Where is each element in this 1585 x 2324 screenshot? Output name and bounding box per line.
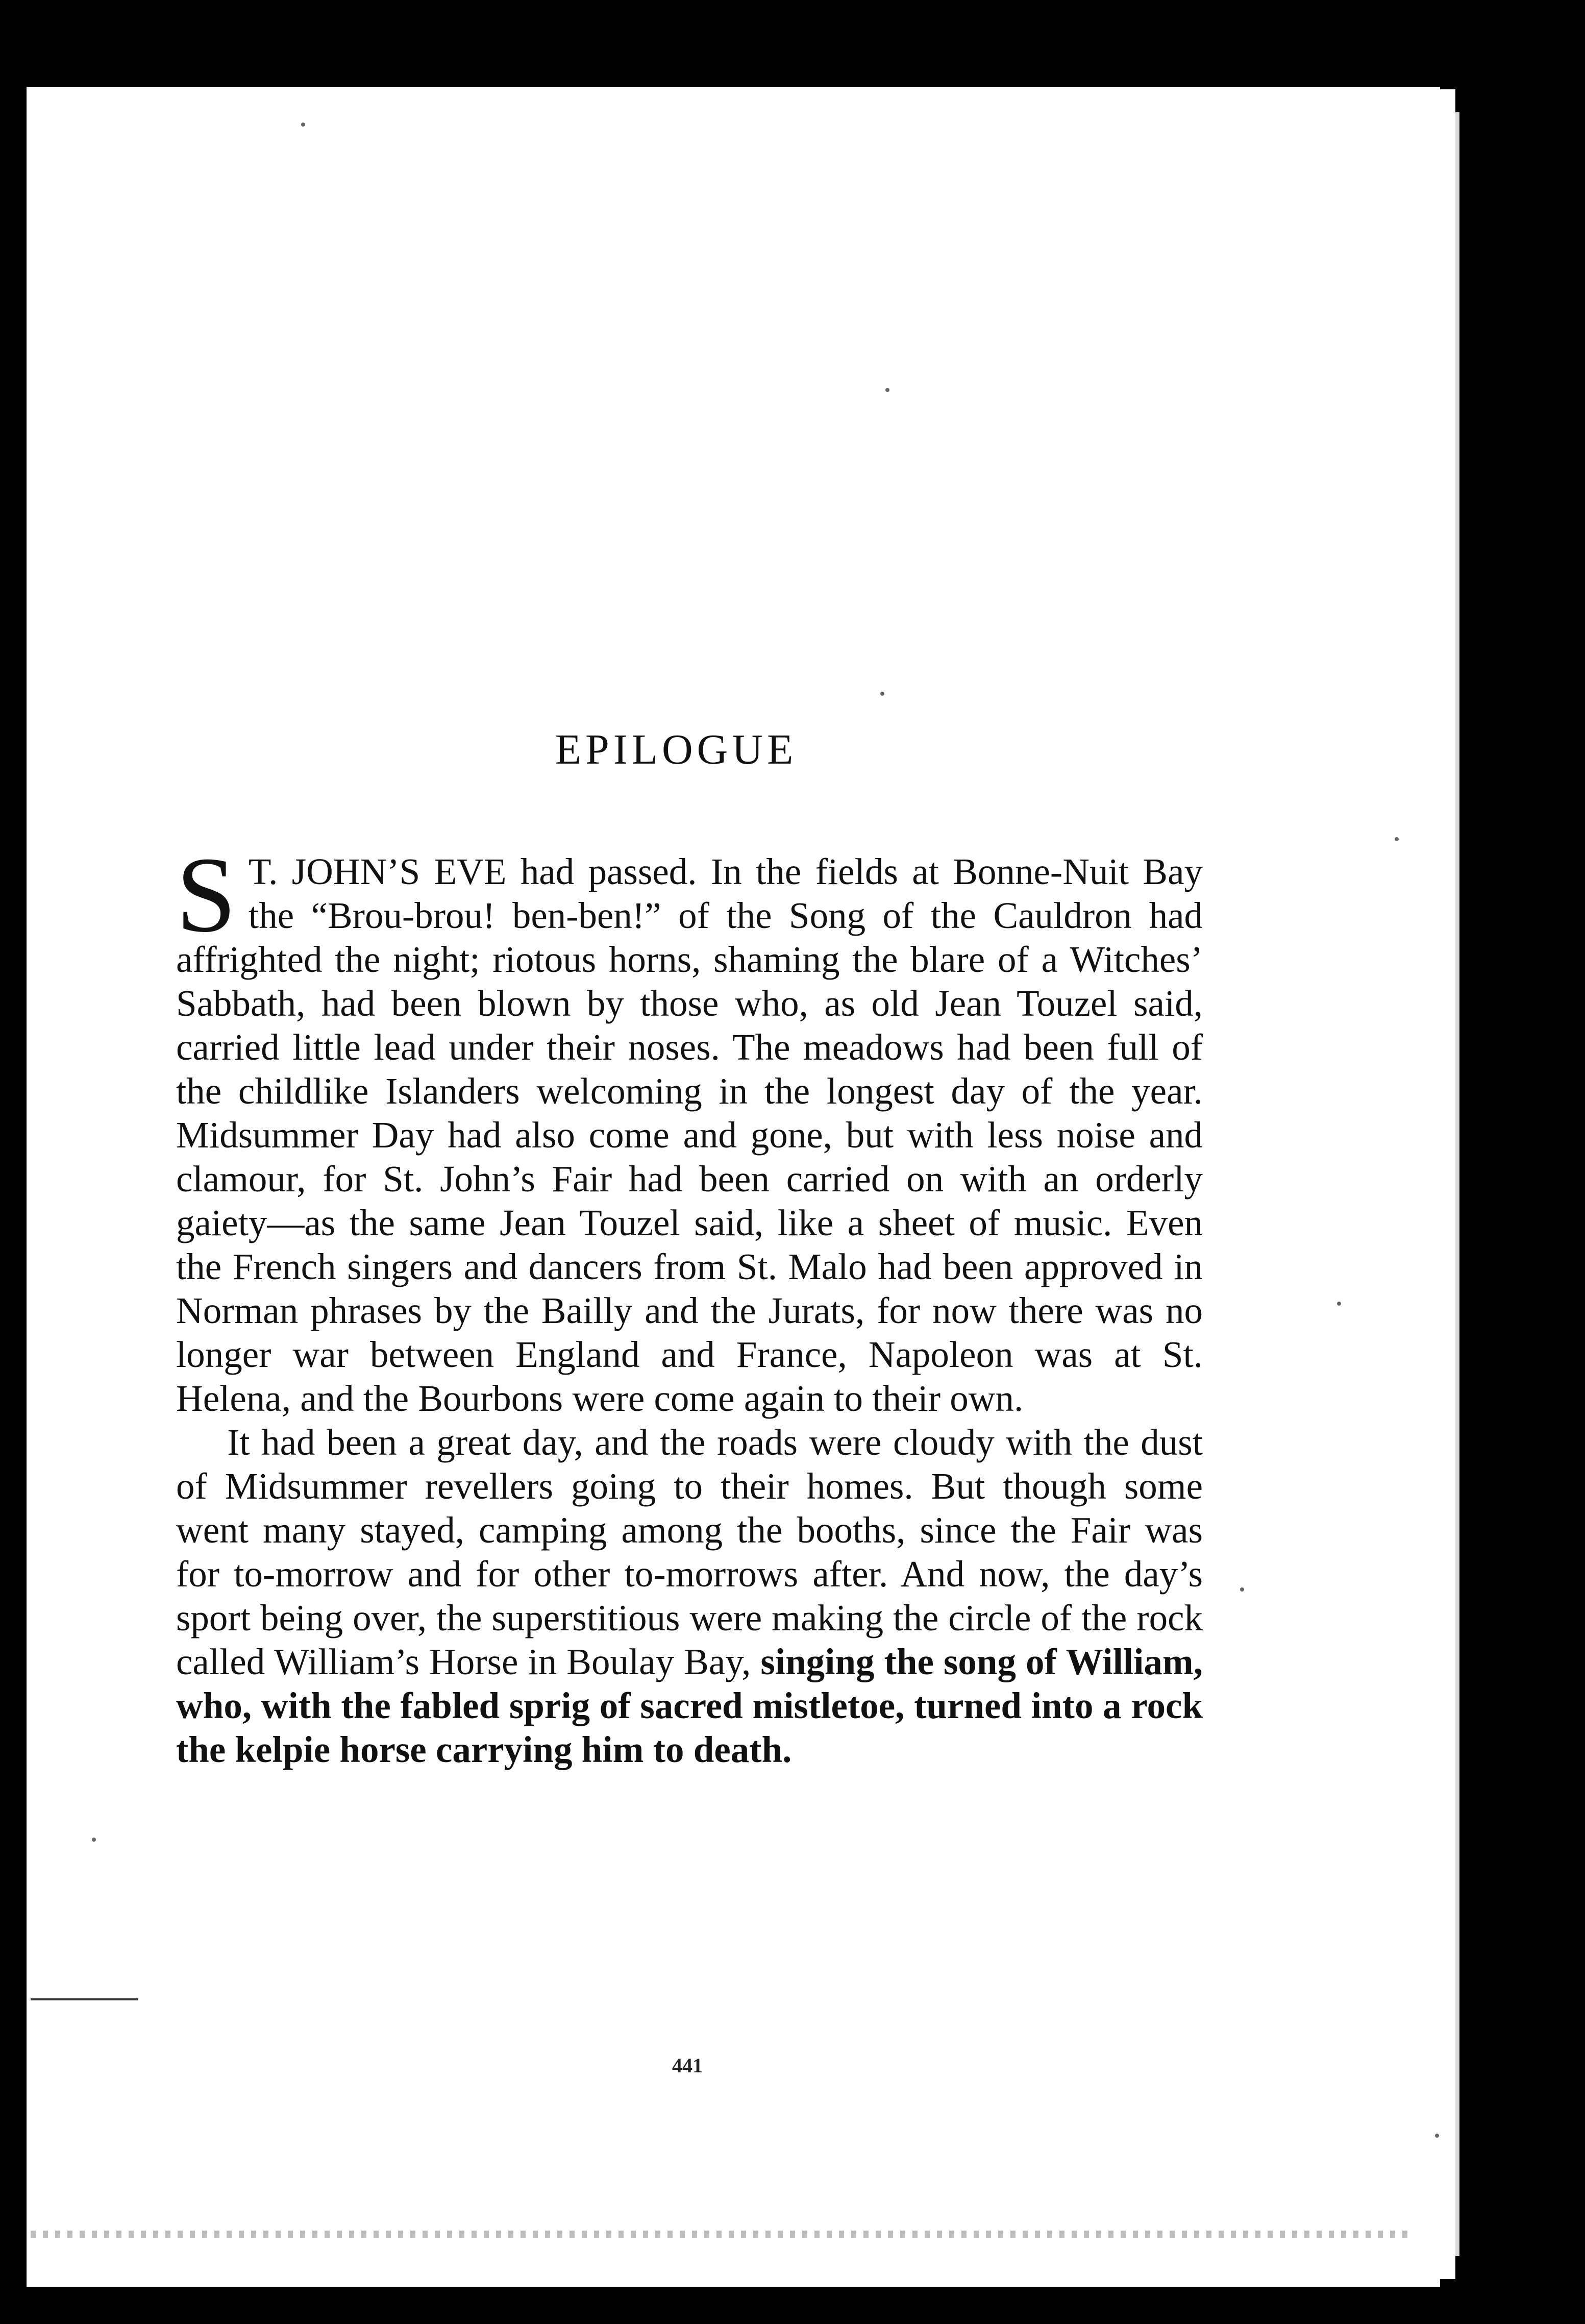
chapter-title: EPILOGUE [555,726,798,773]
speck [1435,2134,1439,2138]
margin-rule [31,1998,138,2000]
paragraph-2-text: It had been a great day, and the roads were cloudy with the dust of Midsummer revellers going to their homes. But though some went many stayed, camping among the booths, since the Fair was for to-morrow and for other to-morrows after. And now, the day’s sport being over, the superstitious were making the circle of the rock called William’s Horse in Boulay Bay, [176,1422,1203,1682]
paragraph-2-text-dark: singing the song of William, who, with the fabled sprig of sacred mistletoe, turned into a rock the kelpie horse carrying him to death. [176,1641,1203,1770]
speck [1240,1587,1244,1592]
speck [885,388,889,392]
paragraph-1-text: T. JOHN’S EVE had passed. In the fields at Bonne-Nuit Bay the “Brou-brou! ben-ben!” of the Song of the Cauldron had affrighted the night; riotous horns, shaming the blare of a Witches’ Sabbath, had been blown by those who, as old Jean Touzel said, carried little lead under their noses. The meadows had been full of the childlike Islanders welcoming in the longest day of the year. Midsummer Day had also come and gone, but with less noise and clamour, for St. John’s Fair had been carried on with an orderly gaiety—as the same Jean Touzel said, like a sheet of music. Even the French singers and dancers from St. Malo had been approved in Norman phrases by the Bailly and the Jurats, for now there was no longer war between England and France, Napoleon was at St. Helena, and the Bourbons were come again to their own. [176,851,1203,1419]
drop-cap: S [176,835,236,955]
paragraph-1 [176,835,1203,1421]
speck [1337,1302,1341,1306]
body-text [176,835,1203,1772]
page-edge-shadow [1453,112,1459,2256]
speck [301,123,305,127]
paragraph-2 [176,1421,1203,1772]
speck [880,692,884,696]
scan-noise [31,2231,1408,2238]
page-edge [1438,89,1455,2279]
page-number: 441 [672,2054,703,2077]
speck [1395,837,1399,841]
speck [92,1838,96,1842]
